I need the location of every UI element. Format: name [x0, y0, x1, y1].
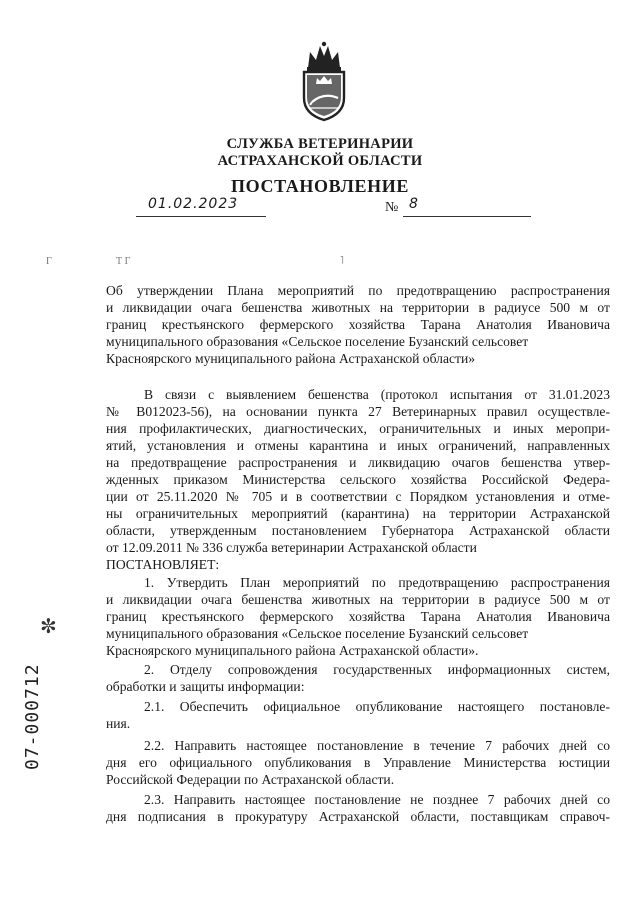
corner-mark-left: Г	[46, 256, 52, 267]
body-line: ции от 25.11.2020 № 705 и в соответствии с Порядком установления и отме-	[106, 489, 610, 504]
body-line: 2. Отделу сопровождения государственных информационных систем,	[144, 662, 610, 677]
body-line: обработки и защиты информации:	[106, 679, 305, 694]
body-line: 2.2. Направить настоящее постановление в течение 7 рабочих дней со	[144, 738, 610, 753]
body-line: дня его официального опубликования в Управление Министерства юстиции	[106, 755, 610, 770]
side-symbol-icon: ✼	[40, 614, 57, 638]
body-line: В связи с выявлением бешенства (протокол испытания от 31.01.2023	[144, 387, 610, 402]
body-line: 2.3. Направить настоящее постановление не позднее 7 рабочих дней со	[144, 792, 610, 807]
document-date-field	[136, 196, 266, 217]
body-line: на предотвращение распространения и ликвидацию очагов бешенства утвер-	[106, 455, 610, 470]
body-line: 1. Утвердить План мероприятий по предотвращению распространения	[144, 575, 610, 590]
subject-line: муниципального образования «Сельское поселение Бузанский сельсовет	[106, 334, 529, 349]
coat-of-arms-icon	[298, 40, 350, 122]
body-line-resolves: ПОСТАНОВЛЯЕТ:	[106, 557, 220, 572]
body-line: Российской Федерации по Астраханской области.	[106, 772, 395, 787]
subject-line: и ликвидации очага бешенства животных на территории в радиусе 500 м от	[106, 300, 610, 315]
agency-name-line2: АСТРАХАНСКОЙ ОБЛАСТИ	[217, 153, 423, 169]
body-line: ния.	[106, 716, 131, 731]
corner-mark-mid: Т Г	[116, 256, 131, 267]
body-line: дня подписания в прокуратуру Астраханской области, поставщикам справоч-	[106, 809, 610, 824]
document-number: 8	[409, 196, 418, 212]
agency-name-line1: СЛУЖБА ВЕТЕРИНАРИИ	[226, 136, 414, 152]
body-line: Красноярского муниципального района Астраханской области».	[106, 643, 479, 658]
subject-line: границ крестьянского фермерского хозяйства Тарана Анатолия Ивановича	[106, 317, 610, 332]
body-line: муниципального образования «Сельское поселение Бузанский сельсовет	[106, 626, 529, 641]
side-registration-stamp: 07-000712	[22, 663, 43, 770]
body-line: и ликвидации очага бешенства животных на территории в радиусе 500 м от	[106, 592, 610, 607]
body-line: 2.1. Обеспечить официальное опубликование настоящего постановле-	[144, 699, 610, 714]
body-line: от 12.09.2011 № 336 служба ветеринарии Астраханской области	[106, 540, 477, 555]
body-line: жденных приказом Министерства сельского хозяйства Российской Федера-	[106, 472, 610, 487]
subject-line: Об утверждении Плана мероприятий по предотвращению распространения	[106, 283, 610, 298]
body-line: ятий, установления и отмены карантина и иных ограничений, направленных	[106, 438, 610, 453]
body-line: ны ограничительных мероприятий (карантина) на территории Астраханской	[106, 506, 610, 521]
document-title: ПОСТАНОВЛЕНИЕ	[231, 176, 409, 196]
body-line: № В012023-56), на основании пункта 27 Ветеринарных правил осуществле-	[106, 404, 610, 419]
document-date: 01.02.2023	[148, 196, 239, 212]
document-number-field	[403, 196, 531, 217]
document-number-label: №	[385, 200, 399, 215]
body-line: области, утвержденным постановлением Губернатора Астраханской области	[106, 523, 610, 538]
subject-line: Красноярского муниципального района Астраханской области»	[106, 351, 476, 366]
corner-mark-right: ˥	[340, 256, 344, 267]
body-line: границ крестьянского фермерского хозяйства Тарана Анатолия Ивановича	[106, 609, 610, 624]
body-line: ния профилактических, диагностических, ограничительных и иных меропри-	[106, 421, 610, 436]
